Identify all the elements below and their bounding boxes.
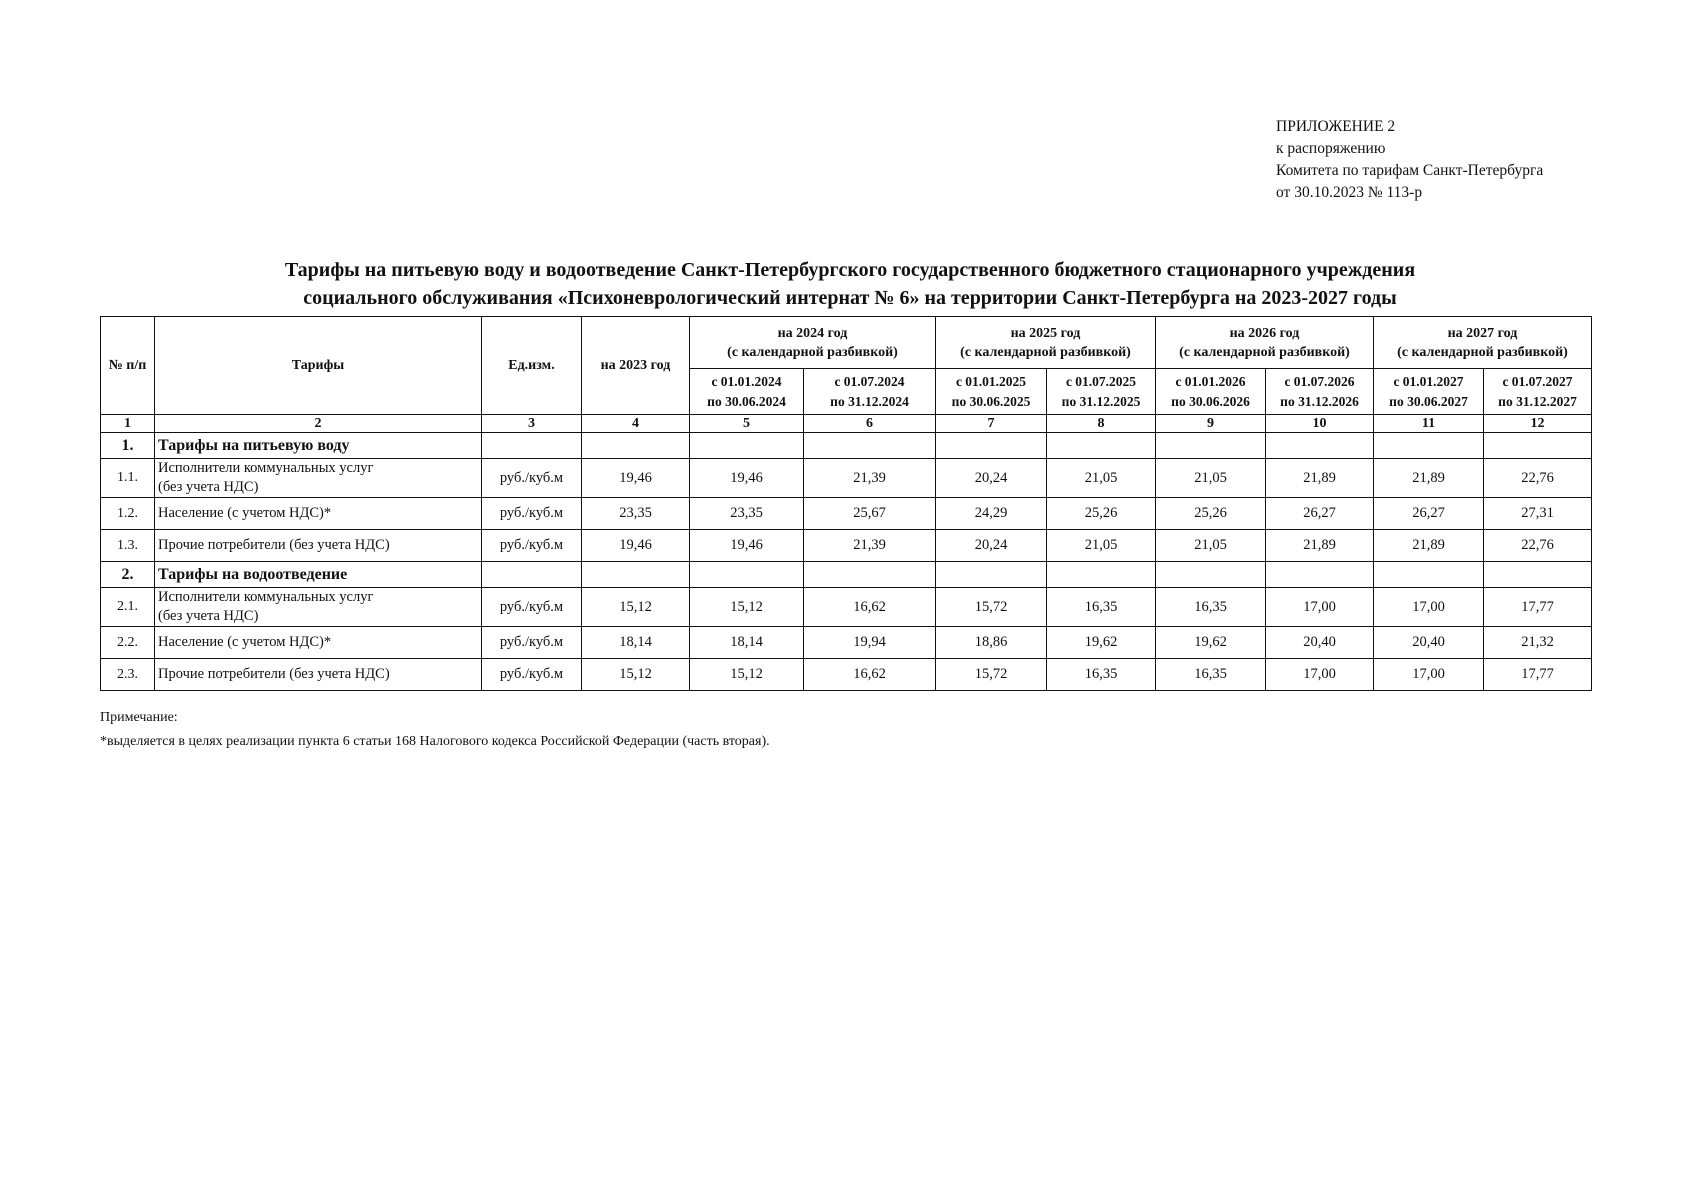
tariff-value: 17,00: [1374, 588, 1484, 627]
tariff-value: 22,76: [1484, 459, 1592, 498]
year-label: на 2025 год: [1010, 325, 1081, 341]
tariff-value: 23,35: [582, 498, 690, 530]
appendix-line: к распоряжению: [1276, 140, 1386, 157]
period-end: по 30.06.2027: [1389, 393, 1468, 409]
col-index: 12: [1484, 415, 1592, 433]
tariff-value: 15,12: [690, 659, 804, 691]
title-line-1: Тарифы на питьевую воду и водоотведение Санкт-Петербургского государственного бюджетного стационарного учреждения: [284, 259, 1416, 281]
period-start: с 01.07.2027: [1502, 373, 1573, 389]
footnote: [100, 706, 770, 754]
header-year-2027: [1374, 317, 1592, 369]
appendix-title: ПРИЛОЖЕНИЕ 2: [1276, 118, 1396, 135]
period-start: с 01.01.2026: [1175, 373, 1246, 389]
period-2024-h1: [690, 369, 804, 415]
period-end: по 31.12.2027: [1498, 393, 1577, 409]
document-title: [100, 256, 1600, 312]
section-number: 2.: [101, 562, 155, 588]
tariff-name-line: Прочие потребители (без учета НДС): [158, 537, 390, 553]
empty-cell: [1156, 562, 1266, 588]
empty-cell: [1047, 433, 1156, 459]
period-start: с 01.07.2024: [834, 373, 905, 389]
period-2024-h2: [804, 369, 936, 415]
col-index: 3: [482, 415, 582, 433]
table-body: [101, 433, 1592, 691]
col-index: 11: [1374, 415, 1484, 433]
tariff-value: 18,14: [582, 627, 690, 659]
empty-cell: [690, 433, 804, 459]
period-end: по 30.06.2025: [951, 393, 1031, 409]
col-index: 1: [101, 415, 155, 433]
tariff-value: 26,27: [1374, 498, 1484, 530]
tariff-value: 19,46: [690, 459, 804, 498]
year-label: на 2026 год: [1229, 325, 1300, 341]
tariff-value: 17,77: [1484, 588, 1592, 627]
column-number-row: [101, 415, 1592, 433]
period-start: с 01.01.2024: [711, 373, 782, 389]
year-note: (с календарной разбивкой): [1179, 344, 1350, 360]
tariff-name: [155, 588, 482, 627]
period-end: по 31.12.2024: [830, 393, 909, 409]
tariff-value: 25,67: [804, 498, 936, 530]
tariff-value: 15,72: [936, 659, 1047, 691]
col-index: 5: [690, 415, 804, 433]
tariff-table: [100, 316, 1592, 691]
tariff-value: 23,35: [690, 498, 804, 530]
tariff-value: 16,35: [1156, 659, 1266, 691]
row-number: 2.2.: [101, 627, 155, 659]
tariff-value: 21,39: [804, 530, 936, 562]
year-label: на 2024 год: [777, 325, 848, 341]
header-year-2026: [1156, 317, 1374, 369]
col-index: 7: [936, 415, 1047, 433]
tariff-value: 19,94: [804, 627, 936, 659]
period-2027-h1: [1374, 369, 1484, 415]
tariff-value: 15,72: [936, 588, 1047, 627]
period-end: по 30.06.2026: [1171, 393, 1250, 409]
empty-cell: [1156, 433, 1266, 459]
empty-cell: [482, 562, 582, 588]
col-index: 4: [582, 415, 690, 433]
tariff-value: 19,62: [1156, 627, 1266, 659]
row-number: 1.2.: [101, 498, 155, 530]
tariff-value: 19,62: [1047, 627, 1156, 659]
tariff-value: 21,89: [1266, 530, 1374, 562]
empty-cell: [1266, 562, 1374, 588]
unit-cell: руб./куб.м: [482, 627, 582, 659]
appendix-committee: Комитета по тарифам Санкт-Петербурга: [1276, 162, 1544, 179]
empty-cell: [690, 562, 804, 588]
tariff-name: [155, 627, 482, 659]
tariff-value: 19,46: [582, 530, 690, 562]
period-2027-h2: [1484, 369, 1592, 415]
tariff-value: 16,62: [804, 659, 936, 691]
header-unit: Ед.изм.: [482, 317, 582, 415]
tariff-value: 24,29: [936, 498, 1047, 530]
period-end: по 31.12.2025: [1061, 393, 1141, 409]
table-row: [101, 530, 1592, 562]
row-number: 1.1.: [101, 459, 155, 498]
row-number: 2.3.: [101, 659, 155, 691]
tariff-value: 17,77: [1484, 659, 1592, 691]
tariff-value: 21,05: [1156, 459, 1266, 498]
table-row: [101, 588, 1592, 627]
empty-cell: [1484, 433, 1592, 459]
period-end: по 30.06.2024: [707, 393, 786, 409]
tariff-name: [155, 530, 482, 562]
section-row: [101, 562, 1592, 588]
appendix-date: от 30.10.2023 № 113-р: [1276, 184, 1423, 201]
year-note: (с календарной разбивкой): [727, 344, 898, 360]
tariff-name-line: (без учета НДС): [158, 608, 259, 624]
col-index: 6: [804, 415, 936, 433]
empty-cell: [936, 562, 1047, 588]
tariff-value: 19,46: [690, 530, 804, 562]
section-title: Тарифы на питьевую воду: [155, 433, 482, 459]
appendix-header: [1276, 116, 1543, 204]
tariff-value: 16,35: [1047, 659, 1156, 691]
tariff-name-line: Население (с учетом НДС)*: [158, 505, 332, 521]
tariff-value: 25,26: [1156, 498, 1266, 530]
tariff-value: 21,39: [804, 459, 936, 498]
tariff-name-line: Исполнители коммунальных услуг: [158, 589, 374, 605]
tariff-value: 21,32: [1484, 627, 1592, 659]
header-tariffs: Тарифы: [155, 317, 482, 415]
year-note: (с календарной разбивкой): [1397, 344, 1568, 360]
row-number: 2.1.: [101, 588, 155, 627]
tariff-value: 27,31: [1484, 498, 1592, 530]
tariff-name-line: Исполнители коммунальных услуг: [158, 460, 374, 476]
empty-cell: [1266, 433, 1374, 459]
tariff-value: 21,05: [1047, 530, 1156, 562]
tariff-value: 20,40: [1266, 627, 1374, 659]
period-2025-h1: [936, 369, 1047, 415]
tariff-value: 20,24: [936, 530, 1047, 562]
unit-cell: руб./куб.м: [482, 588, 582, 627]
period-2026-h1: [1156, 369, 1266, 415]
unit-cell: руб./куб.м: [482, 530, 582, 562]
header-2023: на 2023 год: [582, 317, 690, 415]
empty-cell: [1374, 433, 1484, 459]
tariff-name: [155, 659, 482, 691]
tariff-value: 20,24: [936, 459, 1047, 498]
header-num: № п/п: [101, 317, 155, 415]
empty-cell: [804, 562, 936, 588]
empty-cell: [482, 433, 582, 459]
tariff-value: 16,62: [804, 588, 936, 627]
table-row: [101, 659, 1592, 691]
empty-cell: [804, 433, 936, 459]
col-index: 8: [1047, 415, 1156, 433]
table-row: [101, 498, 1592, 530]
empty-cell: [1047, 562, 1156, 588]
tariff-value: 15,12: [582, 659, 690, 691]
tariff-value: 18,14: [690, 627, 804, 659]
tariff-name: [155, 498, 482, 530]
section-title: Тарифы на водоотведение: [155, 562, 482, 588]
empty-cell: [582, 433, 690, 459]
empty-cell: [1484, 562, 1592, 588]
tariff-value: 22,76: [1484, 530, 1592, 562]
section-row: [101, 433, 1592, 459]
empty-cell: [1374, 562, 1484, 588]
empty-cell: [582, 562, 690, 588]
empty-cell: [936, 433, 1047, 459]
tariff-value: 21,89: [1266, 459, 1374, 498]
tariff-value: 16,35: [1047, 588, 1156, 627]
section-number: 1.: [101, 433, 155, 459]
period-start: с 01.07.2026: [1284, 373, 1355, 389]
year-note: (с календарной разбивкой): [960, 344, 1131, 360]
period-start: с 01.01.2025: [955, 373, 1027, 389]
tariff-value: 16,35: [1156, 588, 1266, 627]
tariff-value: 26,27: [1266, 498, 1374, 530]
title-line-2: социального обслуживания «Психоневрологический интернат № 6» на территории Санкт-Петербурга на 2023-2027 годы: [303, 287, 1397, 309]
year-label: на 2027 год: [1447, 325, 1518, 341]
footnote-label: Примечание:: [100, 710, 178, 725]
tariff-name: [155, 459, 482, 498]
footnote-text: *выделяется в целях реализации пункта 6 статьи 168 Налогового кодекса Российской Федерации (часть вторая).: [100, 734, 770, 749]
period-end: по 31.12.2026: [1280, 393, 1359, 409]
tariff-value: 17,00: [1266, 659, 1374, 691]
tariff-value: 17,00: [1374, 659, 1484, 691]
tariff-value: 21,89: [1374, 530, 1484, 562]
table-row: [101, 459, 1592, 498]
header-year-2024: [690, 317, 936, 369]
table-row: [101, 627, 1592, 659]
tariff-name-line: Прочие потребители (без учета НДС): [158, 666, 390, 682]
period-start: с 01.01.2027: [1393, 373, 1464, 389]
tariff-name-line: Население (с учетом НДС)*: [158, 634, 332, 650]
tariff-value: 15,12: [582, 588, 690, 627]
tariff-value: 18,86: [936, 627, 1047, 659]
period-2025-h2: [1047, 369, 1156, 415]
tariff-value: 15,12: [690, 588, 804, 627]
tariff-value: 25,26: [1047, 498, 1156, 530]
col-index: 10: [1266, 415, 1374, 433]
row-number: 1.3.: [101, 530, 155, 562]
col-index: 2: [155, 415, 482, 433]
unit-cell: руб./куб.м: [482, 498, 582, 530]
col-index: 9: [1156, 415, 1266, 433]
unit-cell: руб./куб.м: [482, 659, 582, 691]
header-year-2025: [936, 317, 1156, 369]
period-start: с 01.07.2025: [1065, 373, 1137, 389]
tariff-name-line: (без учета НДС): [158, 479, 259, 495]
tariff-value: 19,46: [582, 459, 690, 498]
tariff-value: 21,89: [1374, 459, 1484, 498]
unit-cell: руб./куб.м: [482, 459, 582, 498]
tariff-value: 20,40: [1374, 627, 1484, 659]
tariff-value: 17,00: [1266, 588, 1374, 627]
period-2026-h2: [1266, 369, 1374, 415]
tariff-value: 21,05: [1156, 530, 1266, 562]
tariff-value: 21,05: [1047, 459, 1156, 498]
table-header: [101, 317, 1592, 433]
